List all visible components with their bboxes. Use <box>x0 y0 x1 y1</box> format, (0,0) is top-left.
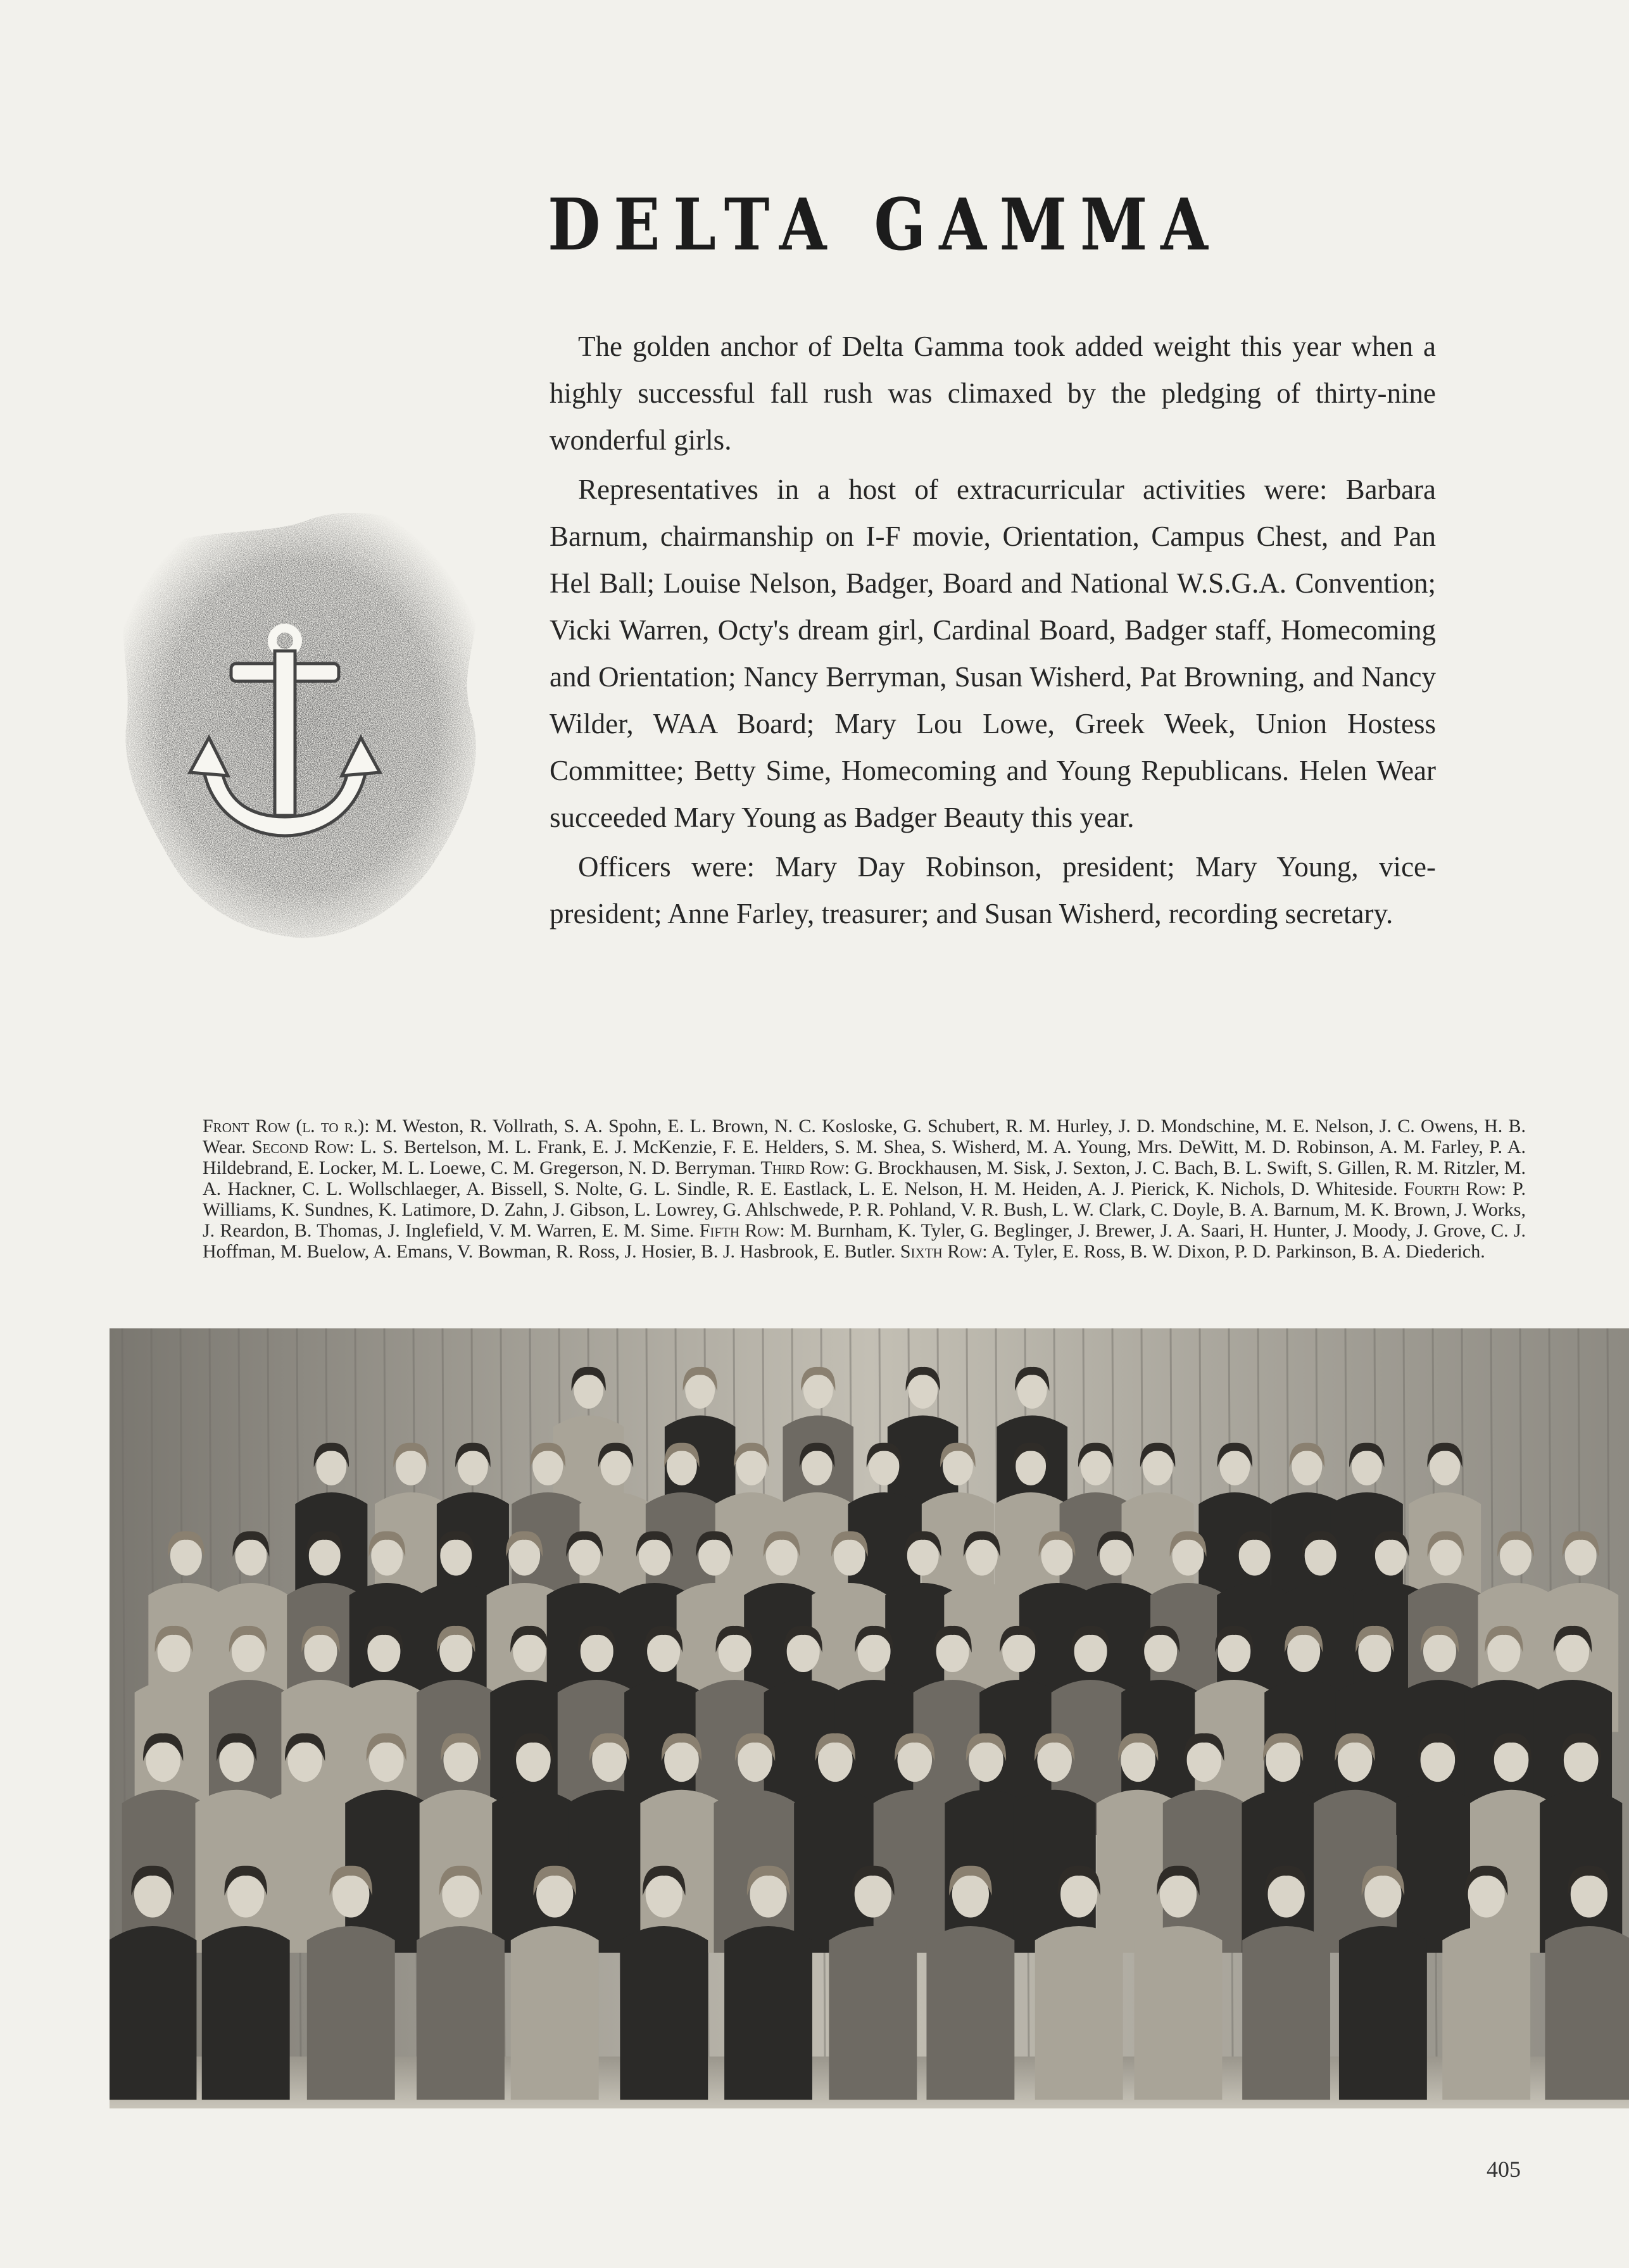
row-names-fifth: M. Burnham, K. Tyler, G. Beglinger, J. Brewer, J. A. Saari, H. Hunter, J. Moody, J. Grove, C. J. Hoffman, M. Buelow, A. Emans, V. Bowman, R. Ross, J. Hosier, B. J. Hasbrook, E. Butler. <box>203 1220 1526 1262</box>
intro-paragraph: The golden anchor of Delta Gamma took added weight this year when a highly successful fall rush was climaxed by the pledging of thirty-nine wonderful girls. <box>550 331 1436 456</box>
row-names-sixth: A. Tyler, E. Ross, B. W. Dixon, P. D. Parkinson, B. A. Diederich. <box>991 1241 1485 1262</box>
page-title: DELTA GAMMA <box>548 184 1221 267</box>
page-number: 405 <box>1487 2157 1521 2182</box>
intro-paragraph: Representatives in a host of extracurricular activities were: Barbara Barnum, chairmanship on I-F movie, Orientation, Campus Chest, and Pan Hel Ball; Louise Nelson, Badger, Board and National W.S.G.A. Convention; Vicki Warren, Octy's dream girl, Cardinal Board, Badger staff, Homecoming and Orientation; Nancy Berryman, Susan Wisherd, Pat Browning, and Nancy Wilder, WAA Board; Mary Lou Lowe, Greek Week, Union Hostess Committee; Betty Sime, Homecoming and Young Republicans. Helen Wear succeeded Mary Young as Badger Beauty this year. <box>550 474 1436 833</box>
row-label-second: Second Row: <box>251 1137 355 1157</box>
row-names-third: G. Brockhausen, M. Sisk, J. Sexton, J. C. Bach, B. L. Swift, S. Gillen, R. M. Ritzler, M. A. Hackner, C. L. Wollschlaeger, A. Bissell, S. Nolte, G. L. Sindle, R. E. Eastlack, L. E. Nelson, H. M. Heiden, A. J. Pierick, K. Nichols, D. Whiteside. <box>203 1157 1526 1199</box>
row-names-second: L. S. Bertelson, M. L. Frank, E. J. McKenzie, F. E. Helders, S. M. Shea, S. Wisherd, M. A. Young, Mrs. DeWitt, M. D. Robinson, A. M. Farley, P. A. Hildebrand, E. Locker, M. L. Loewe, C. M. Gregerson, N. D. Berryman. <box>203 1137 1526 1178</box>
intro-paragraph: Officers were: Mary Day Robinson, president; Mary Young, vice-president; Anne Farley, treasurer; and Susan Wisherd, recording secretary. <box>550 851 1436 929</box>
anchor-emblem <box>101 500 487 950</box>
row-label-front: Front Row (l. to r.): <box>203 1116 370 1137</box>
group-photo <box>110 1328 1629 2108</box>
anchor-icon <box>101 500 487 950</box>
row-label-third: Third Row: <box>760 1157 850 1178</box>
row-names-front: M. Weston, R. Vollrath, S. A. Spohn, E. L. Brown, N. C. Kosloske, G. Schubert, R. M. Hurley, J. D. Mondschine, M. E. Nelson, J. C. Owens, H. B. Wear. <box>203 1116 1526 1157</box>
photo-caption <box>203 1116 1526 1262</box>
intro-text <box>550 323 1436 940</box>
row-label-fourth: Fourth Row: <box>1404 1178 1506 1199</box>
row-label-sixth: Sixth Row: <box>900 1241 988 1262</box>
group-photo-image <box>110 1328 1629 2108</box>
row-names-fourth: P. Williams, K. Sundnes, K. Latimore, D. Zahn, J. Gibson, L. Lowrey, G. Ahlschwede, P. R. Pohland, V. R. Bush, L. W. Clark, C. Doyle, B. A. Barnum, M. K. Brown, J. Works, J. Reardon, B. Thomas, J. Inglefield, V. M. Warren, E. M. Sime. <box>203 1178 1526 1241</box>
row-label-fifth: Fifth Row: <box>699 1220 785 1241</box>
